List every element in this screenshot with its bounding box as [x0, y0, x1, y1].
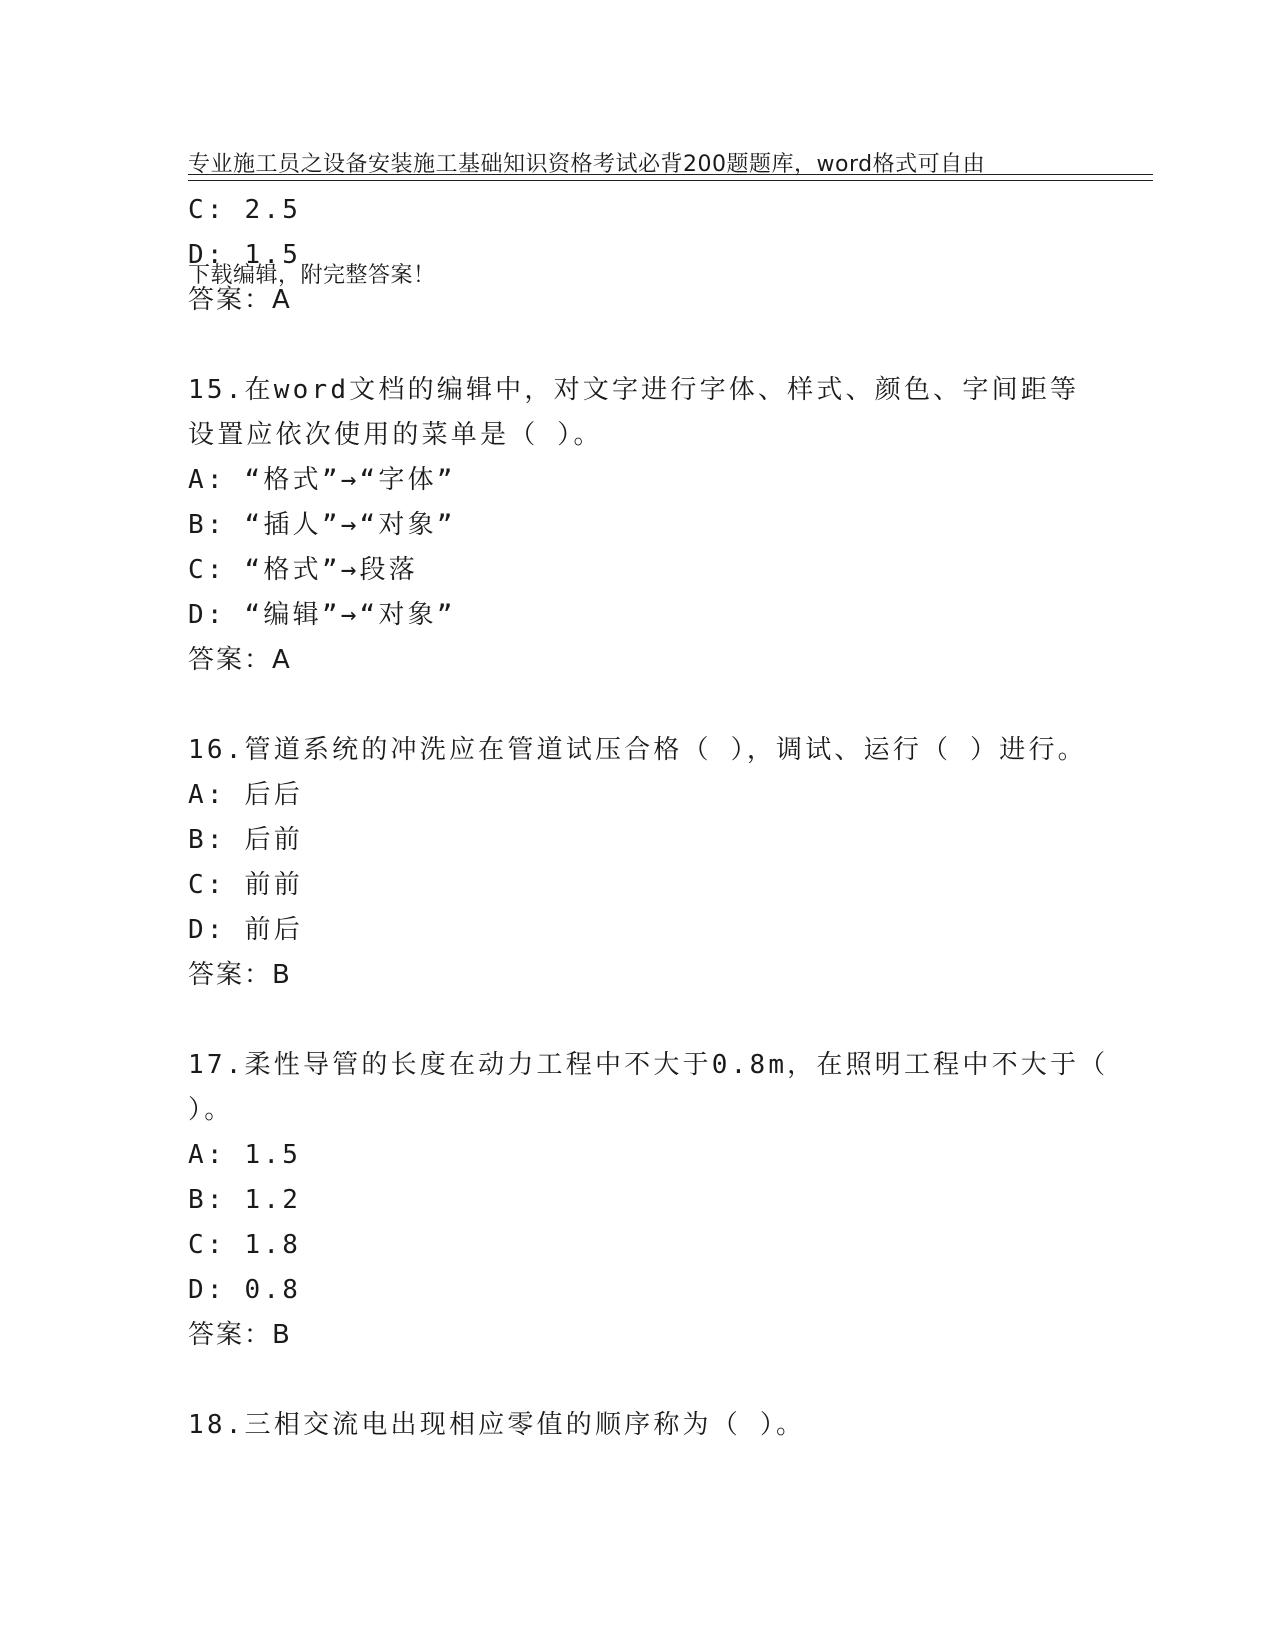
q14-option-c: C: 2.5 — [188, 195, 302, 225]
q16-option-d: D: 前后 — [188, 915, 303, 945]
q15-stem-line-2: 设置应依次使用的菜单是（ ）。 — [188, 420, 603, 450]
q16-option-b: B: 后前 — [188, 825, 303, 855]
document-header — [188, 72, 1088, 331]
q16-option-c: C: 前前 — [188, 870, 303, 900]
q17-stem-line-1: 17.柔性导管的长度在动力工程中不大于0.8m，在照明工程中不大于（ — [188, 1050, 1109, 1080]
q15-option-b: B: “插人”→“对象” — [188, 510, 456, 540]
q18-stem-line-1: 18.三相交流电出现相应零值的顺序称为（ ）。 — [188, 1410, 806, 1440]
q15-option-d: D: “编辑”→“对象” — [188, 600, 456, 630]
q15-stem-line-1: 15.在word文档的编辑中，对文字进行字体、样式、颜色、字间距等 — [188, 375, 1080, 405]
q14-option-d: D: 1.5 — [188, 240, 302, 270]
q16-answer: 答案：B — [188, 960, 292, 990]
q14-answer: 答案：A — [188, 285, 292, 315]
q15-option-a: A: “格式”→“字体” — [188, 465, 456, 495]
header-divider-bottom — [188, 180, 1153, 181]
q15-answer: 答案：A — [188, 645, 292, 675]
header-line-2: 下载编辑，附完整答案！ — [188, 263, 436, 288]
q16-option-a: A: 后后 — [188, 780, 303, 810]
q17-option-d: D: 0.8 — [188, 1275, 302, 1305]
q17-stem-line-2: ）。 — [188, 1095, 234, 1125]
q17-option-b: B: 1.2 — [188, 1185, 302, 1215]
q15-option-c: C: “格式”→段落 — [188, 555, 418, 585]
q17-option-a: A: 1.5 — [188, 1140, 302, 1170]
header-line-1: 专业施工员之设备安装施工基础知识资格考试必背200题题库，word格式可自由 — [188, 152, 986, 177]
q17-answer: 答案：B — [188, 1320, 292, 1350]
q16-stem-line-1: 16.管道系统的冲洗应在管道试压合格（ ），调试、运行（ ）进行。 — [188, 735, 1087, 765]
q17-option-c: C: 1.8 — [188, 1230, 302, 1260]
header-divider-top — [188, 174, 1153, 175]
